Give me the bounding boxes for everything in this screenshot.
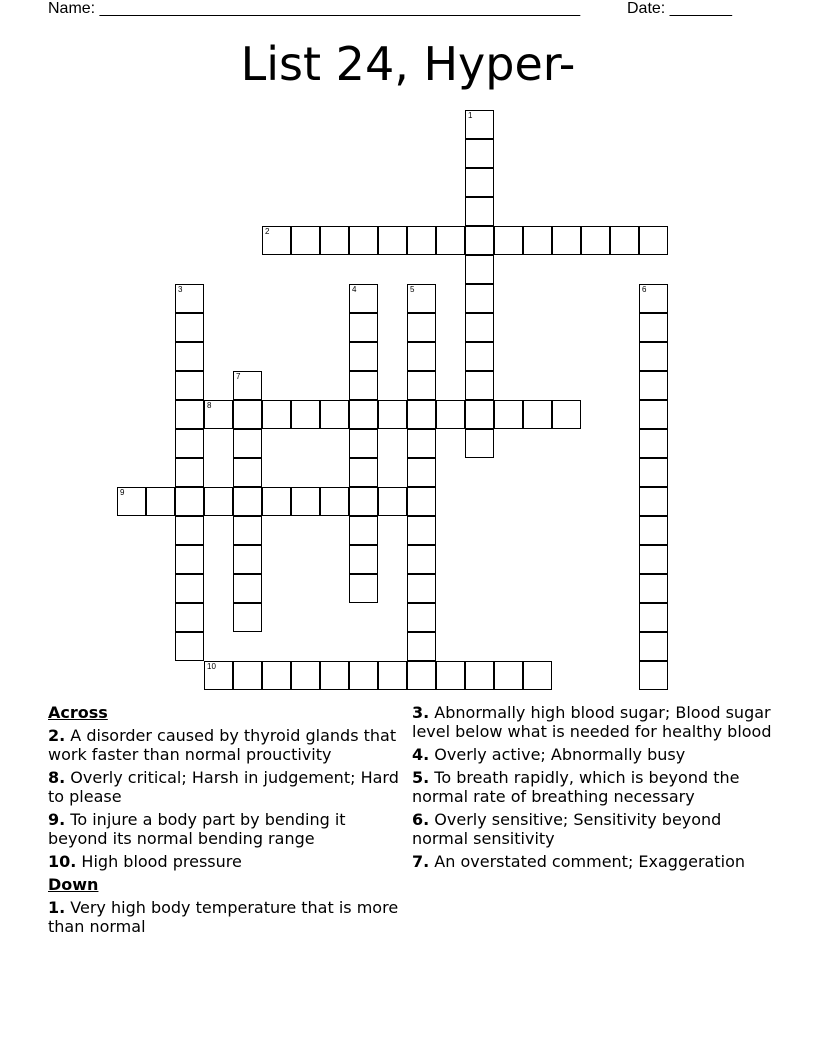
grid-cell[interactable] — [639, 429, 668, 458]
grid-cell[interactable] — [465, 110, 494, 139]
grid-cell[interactable] — [204, 487, 233, 516]
grid-cell[interactable] — [465, 371, 494, 400]
grid-cell[interactable] — [262, 400, 291, 429]
grid-cell[interactable] — [349, 371, 378, 400]
grid-cell[interactable] — [639, 226, 668, 255]
grid-cell[interactable] — [639, 342, 668, 371]
grid-cell[interactable] — [639, 632, 668, 661]
grid-cell[interactable] — [349, 487, 378, 516]
grid-cell[interactable] — [639, 516, 668, 545]
grid-cell[interactable] — [465, 226, 494, 255]
clue-number: 9. — [48, 810, 66, 829]
grid-cell[interactable] — [639, 371, 668, 400]
grid-cell[interactable] — [291, 400, 320, 429]
grid-cell[interactable] — [610, 226, 639, 255]
grid-cell[interactable] — [233, 458, 262, 487]
grid-cell[interactable] — [639, 400, 668, 429]
grid-cell[interactable] — [407, 603, 436, 632]
grid-cell[interactable] — [465, 400, 494, 429]
grid-cell[interactable] — [639, 487, 668, 516]
clue-text: Overly active; Abnormally busy — [429, 745, 686, 764]
grid-cell[interactable] — [378, 661, 407, 690]
grid-cell[interactable] — [175, 458, 204, 487]
grid-cell[interactable] — [175, 400, 204, 429]
grid-cell[interactable] — [233, 574, 262, 603]
grid-cell[interactable] — [407, 313, 436, 342]
grid-cell[interactable] — [465, 313, 494, 342]
clue-down-5 — [412, 768, 772, 806]
grid-cell[interactable] — [494, 226, 523, 255]
clue-down-7 — [412, 852, 772, 871]
grid-cell[interactable] — [523, 226, 552, 255]
grid-cell[interactable] — [233, 429, 262, 458]
clue-down-4 — [412, 745, 772, 764]
grid-cell[interactable] — [233, 661, 262, 690]
clue-text: To breath rapidly, which is beyond the normal rate of breathing necessary — [412, 768, 740, 806]
clue-across-2 — [48, 726, 408, 764]
grid-cell[interactable] — [407, 516, 436, 545]
grid-cell[interactable] — [378, 487, 407, 516]
grid-cell[interactable] — [465, 429, 494, 458]
grid-cell[interactable] — [639, 661, 668, 690]
clue-text: High blood pressure — [76, 852, 242, 871]
page-title: List 24, Hyper- — [240, 37, 576, 91]
grid-cell[interactable] — [465, 255, 494, 284]
grid-cell[interactable] — [552, 400, 581, 429]
grid-cell[interactable] — [639, 603, 668, 632]
clue-number: 5. — [412, 768, 430, 787]
grid-cell[interactable] — [407, 371, 436, 400]
grid-cell[interactable] — [233, 603, 262, 632]
clue-across-10 — [48, 852, 408, 871]
clue-number: 6. — [412, 810, 430, 829]
clues-column-right — [412, 703, 772, 875]
grid-cell[interactable] — [465, 661, 494, 690]
grid-cell[interactable] — [175, 487, 204, 516]
grid-cell[interactable] — [233, 400, 262, 429]
clue-number: 10. — [48, 852, 77, 871]
grid-cell[interactable] — [407, 429, 436, 458]
grid-cell[interactable] — [291, 661, 320, 690]
clue-number: 8. — [48, 768, 66, 787]
grid-cell[interactable] — [407, 400, 436, 429]
grid-cell[interactable] — [465, 342, 494, 371]
grid-cell[interactable] — [204, 661, 233, 690]
grid-cell[interactable] — [175, 545, 204, 574]
clue-number: 7. — [412, 852, 430, 871]
grid-cell[interactable] — [175, 371, 204, 400]
cell-number: 4 — [352, 285, 357, 294]
grid-cell[interactable] — [639, 284, 668, 313]
grid-cell[interactable] — [407, 545, 436, 574]
grid-cell[interactable] — [175, 429, 204, 458]
grid-cell[interactable] — [175, 284, 204, 313]
clue-number: 4. — [412, 745, 430, 764]
grid-cell[interactable] — [378, 226, 407, 255]
clue-text: Overly critical; Harsh in judgement; Hard to please — [48, 768, 399, 806]
clues-column-left — [48, 703, 408, 940]
grid-cell[interactable] — [349, 429, 378, 458]
grid-cell[interactable] — [407, 574, 436, 603]
grid-cell[interactable] — [349, 545, 378, 574]
grid-cell[interactable] — [436, 661, 465, 690]
grid-cell[interactable] — [407, 661, 436, 690]
grid-cell[interactable] — [349, 342, 378, 371]
grid-cell[interactable] — [175, 342, 204, 371]
grid-cell[interactable] — [291, 226, 320, 255]
grid-cell[interactable] — [175, 632, 204, 661]
grid-cell[interactable] — [407, 487, 436, 516]
clue-number: 1. — [48, 898, 66, 917]
cell-number: 10 — [207, 662, 216, 671]
grid-cell[interactable] — [349, 226, 378, 255]
grid-cell[interactable] — [581, 226, 610, 255]
grid-cell[interactable] — [175, 516, 204, 545]
clue-down-3 — [412, 703, 772, 741]
grid-cell[interactable] — [523, 400, 552, 429]
grid-cell[interactable] — [204, 400, 233, 429]
clue-number: 2. — [48, 726, 66, 745]
grid-cell[interactable] — [262, 487, 291, 516]
down-heading: Down — [48, 875, 99, 894]
grid-cell[interactable] — [233, 487, 262, 516]
cell-number: 3 — [178, 285, 183, 294]
grid-cell[interactable] — [262, 661, 291, 690]
grid-cell[interactable] — [465, 197, 494, 226]
grid-cell[interactable] — [349, 284, 378, 313]
clue-across-8 — [48, 768, 408, 806]
grid-cell[interactable] — [349, 574, 378, 603]
date-field: Date: _______ — [627, 0, 732, 17]
clue-text: Overly sensitive; Sensitivity beyond normal sensitivity — [412, 810, 722, 848]
grid-cell[interactable] — [291, 487, 320, 516]
grid-cell[interactable] — [146, 487, 175, 516]
grid-cell[interactable] — [407, 632, 436, 661]
grid-cell[interactable] — [639, 458, 668, 487]
clue-down-6 — [412, 810, 772, 848]
clue-across-9 — [48, 810, 408, 848]
grid-cell[interactable] — [494, 661, 523, 690]
grid-cell[interactable] — [407, 458, 436, 487]
grid-cell[interactable] — [407, 284, 436, 313]
cell-number: 9 — [120, 488, 125, 497]
grid-cell[interactable] — [349, 516, 378, 545]
grid-cell[interactable] — [407, 226, 436, 255]
grid-cell[interactable] — [175, 603, 204, 632]
grid-cell[interactable] — [436, 400, 465, 429]
grid-cell[interactable] — [465, 139, 494, 168]
cell-number: 5 — [410, 285, 415, 294]
grid-cell[interactable] — [117, 487, 146, 516]
grid-cell[interactable] — [320, 226, 349, 255]
grid-cell[interactable] — [233, 545, 262, 574]
grid-cell[interactable] — [378, 400, 407, 429]
grid-cell[interactable] — [494, 400, 523, 429]
grid-cell[interactable] — [552, 226, 581, 255]
grid-cell[interactable] — [262, 226, 291, 255]
grid-cell[interactable] — [349, 458, 378, 487]
grid-cell[interactable] — [349, 661, 378, 690]
cell-number: 8 — [207, 401, 212, 410]
grid-cell[interactable] — [175, 313, 204, 342]
clue-text: A disorder caused by thyroid glands that work faster than normal prouctivity — [48, 726, 397, 764]
grid-cell[interactable] — [175, 574, 204, 603]
grid-cell[interactable] — [639, 545, 668, 574]
grid-cell[interactable] — [465, 168, 494, 197]
grid-cell[interactable] — [639, 313, 668, 342]
clue-text: To injure a body part by bending it beyond its normal bending range — [48, 810, 346, 848]
grid-cell[interactable] — [233, 371, 262, 400]
clue-down-1 — [48, 898, 408, 936]
grid-cell[interactable] — [320, 400, 349, 429]
grid-cell[interactable] — [320, 661, 349, 690]
grid-cell[interactable] — [436, 226, 465, 255]
grid-cell[interactable] — [465, 284, 494, 313]
cell-number: 7 — [236, 372, 241, 381]
grid-cell[interactable] — [639, 574, 668, 603]
grid-cell[interactable] — [349, 400, 378, 429]
grid-cell[interactable] — [320, 487, 349, 516]
clue-number: 3. — [412, 703, 430, 722]
grid-cell[interactable] — [233, 516, 262, 545]
grid-cell[interactable] — [407, 342, 436, 371]
across-heading: Across — [48, 703, 108, 722]
clue-text: Very high body temperature that is more than normal — [48, 898, 399, 936]
grid-cell[interactable] — [523, 661, 552, 690]
cell-number: 2 — [265, 227, 270, 236]
clue-text: An overstated comment; Exaggeration — [429, 852, 745, 871]
cell-number: 6 — [642, 285, 647, 294]
clue-text: Abnormally high blood sugar; Blood sugar level below what is needed for healthy blood — [412, 703, 772, 741]
grid-cell[interactable] — [349, 313, 378, 342]
name-field: Name: ______________________________________________________ — [48, 0, 581, 17]
cell-number: 1 — [468, 111, 473, 120]
